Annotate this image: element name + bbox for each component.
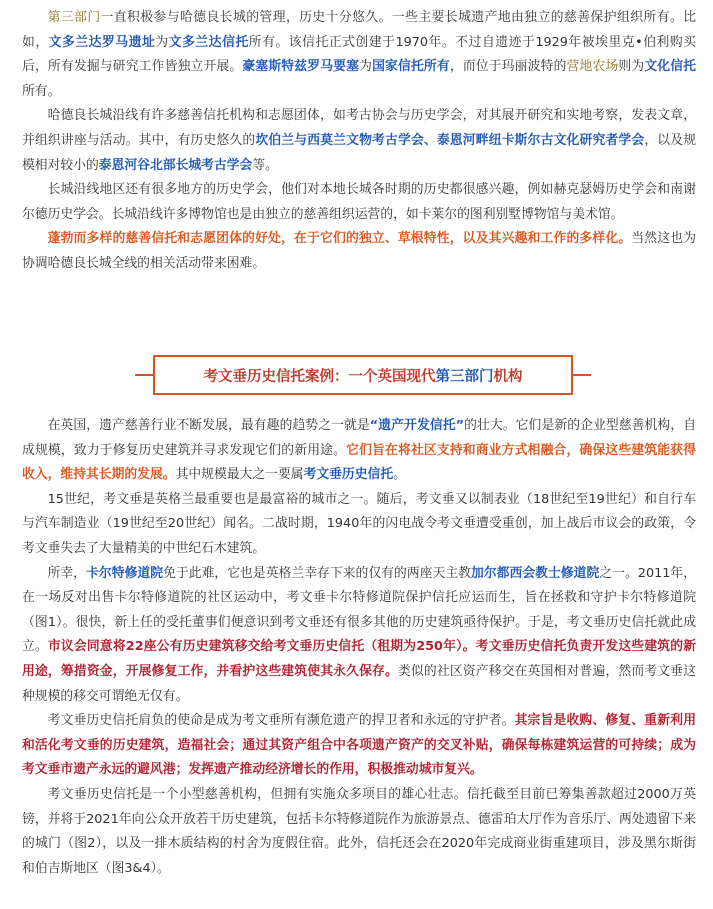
link-vindolanda-site[interactable]: 文多兰达罗马遗址 — [48, 34, 156, 50]
paragraph-local-history: 长城沿线地区还有很多地方的历史学会，他们对本地长城各时期的历史都很感兴趣，例如赫克瑟姆历史学会和南谢尔德历史学会。长城沿线许多博物馆也是由独立的慈善组织运营的，如卡莱尔的图利别墅博物馆与美术馆。 — [22, 182, 696, 222]
link-vindolanda-trust[interactable]: 文多兰达信托 — [168, 34, 249, 50]
link-coventry-trust[interactable]: 考文垂历史信托 — [303, 467, 394, 483]
section-wall-charities — [22, 6, 696, 277]
link-north-tyne-society[interactable]: 泰恩河谷北部长城考古学会 — [98, 157, 253, 173]
paragraph-coventry-history: 15世纪，考文垂是英格兰最重要也是最富裕的城市之一。随后，考文垂又以制表业（18世纪至19世纪）和自行车与汽车制造业（19世纪至20世纪）闻名。二战时期，1940年的闪电战令考文垂遭受重创，加上战后市议会的政策，令考文垂失去了大量精美的中世纪石木建筑。 — [22, 491, 696, 556]
link-archaeological-societies[interactable]: 坎伯兰与西莫兰文物考古学会、泰恩河畔纽卡斯尔古文化研究者学会 — [255, 132, 645, 148]
highlight-transfer: 市议会同意将22座公有历史建筑移交给考文垂历史信托（租期为250年）。考文垂历史信托负责开发这些建筑的新用途，筹措资金，开展修复工作，并看护这些建筑使其永久保存。 — [22, 639, 697, 679]
term-camp-farm: 营地农场 — [566, 59, 619, 75]
term-heritage-development-trust: “遗产开发信托” — [369, 418, 465, 433]
link-culture-trust[interactable]: 文化信托 — [644, 59, 697, 75]
paragraph-charterhouse: 所幸，卡尔特修道院免于此难，它也是英格兰幸存下来的仅有的两座天主教加尔都西会教士修道院之一。2011年，在一场反对出售卡尔特修道院的社区运动中，考文垂卡尔特修道院保护信托应运而生，旨在拯救和守护卡尔特修道院（图1）。很快，新上任的受托董事们便意识到考文垂还有很多其他的历史建筑亟待保护。于是，考文垂历史信托就此成立。市议会同意将22座公有历史建筑移交给考文垂历史信托（租期为250年）。考文垂历史信托负责开发这些建筑的新用途，筹措资金，开展修复工作，并看护这些建筑使其永久保存。类似的社区资产移交在英国相对普遍，然而考文垂这种规模的移交可谓绝无仅有。 — [22, 565, 697, 704]
link-charterhouse[interactable]: 卡尔特修道院 — [86, 565, 164, 581]
paragraph-mission: 考文垂历史信托肩负的使命是成为考文垂所有濒危遗产的捍卫者和永远的守护者。其宗旨是收购、修复、重新利用和活化考文垂的历史建筑，造福社会；通过其资产组合中各项遗产资产的交叉补贴，确保每栋建筑运营的可持续；成为考文垂市遗产永远的避风港；发挥遗产推动经济增长的作用，积极推动城市复兴。 — [22, 713, 697, 778]
link-carthusian-monastery[interactable]: 加尔都西会教士修道院 — [471, 565, 600, 581]
paragraph-development-trusts: 在英国，遗产慈善行业不断发展，最有趣的趋势之一就是“遗产开发信托”的壮大。它们是新的企业型慈善机构，自成规模，致力于修复历史建筑并寻求发现它们的新用途。它们旨在将社区支持和商业方式相融合，确保这些建筑能获得收入，维持其长期的发展。其中规模最大之一要属考文垂历史信托。 — [22, 418, 697, 483]
highlight-aims: 它们旨在将社区支持和商业方式相融合，确保这些建筑能获得收入，维持其长期的发展。 — [22, 442, 697, 483]
paragraph-benefits: 蓬勃而多样的慈善信托和志愿团体的好处，在于它们的独立、草根特性，以及其兴趣和工作的多样化。当然这也为协调哈德良长城全线的相关活动带来困难。 — [22, 231, 697, 271]
highlight-benefits: 蓬勃而多样的慈善信托和志愿团体的好处，在于它们的独立、草根特性，以及其兴趣和工作的多样化。 — [47, 231, 632, 247]
section-title: 考文垂历史信托案例：一个英国现代 第三部门 机构 — [153, 355, 573, 395]
link-national-trust[interactable]: 国家信托所有 — [372, 59, 450, 75]
paragraph-societies: 哈德良长城沿线有许多慈善信托机构和志愿团体，如考古协会与历史学会，对其展开研究和实地考察，发表文章，并组织讲座与活动。其中，有历史悠久的坎伯兰与西莫兰文物考古学会、泰恩河畔纽卡斯尔古文化研究者学会，以及规模相对较小的泰恩河谷北部长城考古学会等。 — [22, 108, 697, 173]
link-housesteads-fort[interactable]: 豪塞斯特兹罗马要塞 — [242, 59, 360, 75]
term-third-sector: 第三部门 — [47, 10, 101, 25]
highlight-mission: 其宗旨是收购、修复、重新利用和活化考文垂的历史建筑，造福社会；通过其资产组合中各项遗产资产的交叉补贴，确保每栋建筑运营的可持续；成为考文垂市遗产永远的避风港；发挥遗产推动经济增长的作用，积极推动城市复兴。 — [22, 713, 697, 778]
paragraph-projects: 考文垂历史信托是一个小型慈善机构，但拥有实施众多项目的雄心壮志。信托截至目前已筹集善款超过2000万英镑，并将于2021年向公众开放若干历史建筑，包括卡尔特修道院作为旅游景点、德雷珀大厅作为音乐厅、两处遗留下来的城门（图2），以及一排木质结构的村舍为度假住宿。此外，信托还会在2020年完成商业街重建项目，涉及黑尔斯街和伯吉斯地区（图3&4）。 — [22, 786, 696, 876]
section-coventry-trust — [22, 414, 696, 881]
paragraph-third-sector: 第三部门一直积极参与哈德良长城的管理，历史十分悠久。一些主要长城遗产地由独立的慈善保护组织所有。比如，文多兰达罗马遗址为文多兰达信托所有。该信托正式创建于1970年。不过自遗迹于1929年被埃里克•伯利购买后，所有发掘与研究工作皆独立开展。豪塞斯特兹罗马要塞为国家信托所有，而位于玛丽波特的营地农场则为文化信托所有。 — [22, 10, 697, 99]
section-title-banner — [153, 355, 573, 393]
